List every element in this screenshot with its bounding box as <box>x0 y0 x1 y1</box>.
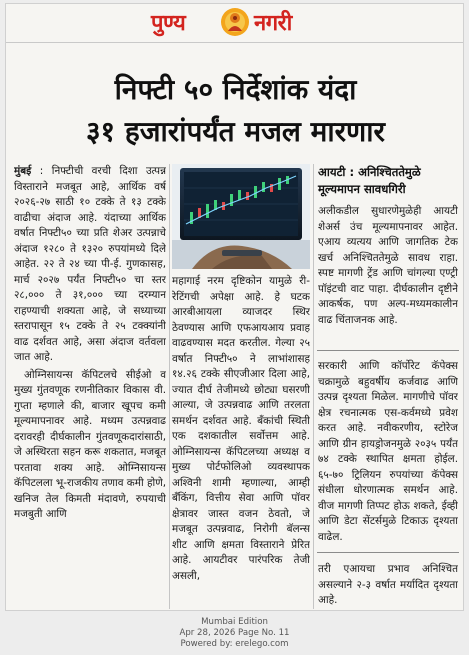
deity-logo-icon <box>220 7 250 37</box>
footer-edition: Mumbai Edition <box>201 617 268 627</box>
stock-chart-photo <box>172 164 310 269</box>
sidebar-paragraph-it <box>318 204 458 339</box>
footer-date-page: Apr 28, 2026 Page No. 11 <box>179 628 290 638</box>
masthead-divider <box>6 42 464 43</box>
masthead-right-word: नगरी <box>254 10 292 36</box>
sidebar-heading: आयटी : अनिश्चिततेमुळे मूल्यमापन सावधगिरी <box>318 165 421 196</box>
masthead-left-word: पुण्य <box>151 10 186 36</box>
column-divider <box>169 164 170 609</box>
trading-screen-image <box>172 164 310 269</box>
sidebar-text: सरकारी आणि कॉर्पोरेट कॅपेक्स चक्रामुळे बहुवर्षीय कर्जवाढ आणि उत्पन्न दृश्यता मिळेल. मागणीचे पॉवर क्षेत्र रचनात्मक एस-कर्वमध्ये प्रवेश करत आहे. नवीकरणीय, स्टोरेज आणि ग्रीन हायड्रोजनमुळे २०३५ पर्यंत ७४ टक्के स्थापित क्षमता होईल. ६५-७० ट्रिलियन रुपयांच्या कॅपेक्स संधीला धोरणात्मक समर्थन आहे. वीज मागणी तिप्पट होऊ शकते, ईव्ही आणि डेटा सेंटर्समुळे टिकाऊ दृश्यता वाढेल. <box>318 360 458 543</box>
masthead <box>6 4 464 40</box>
article-paragraph: महागाई नरम दृष्टिकोन यामुळे री-रेटिंगची अपेक्षा आहे. हे घटक आरबीआयला व्याजदर स्थिर ठेवण्यास आणि एफआयआय प्रवाह वाढवण्यास मदत करतील. गेल्या २५ वर्षात निफ्टी५० ने लाभांशासह १४.२६ टक्के सीएजीआर दिला आहे, ज्यात दीर्घ तेजीमध्ये छोट्या घसरणी आल्या, जे उत्पन्नवाढ आणि तरलता समर्थन दर्शवत आहे. बँकांची स्थिती एक दशकातील सर्वोत्तम आहे. ओम्निसायन्स कॅपिटलच्या अध्यक्ष व मुख्य पोर्टफोलिओ व्यवस्थापक अश्विनी शामी म्हणाल्या, आम्ही बँकिंग, वित्तीय सेवा आणि पॉवर क्षेत्रावर जास्त वजन ठेवतो, जे मजबूत उत्पन्नवाढ, निरोगी बॅलन्स शीट आणि क्षमता विस्ताराने प्रेरित आहे. आयटीवर पारंपरिक तेजी असली, <box>172 275 310 582</box>
sidebar-paragraph-ai <box>318 562 458 610</box>
newspaper-clipping <box>5 3 464 611</box>
sidebar-text: तरी एआयचा प्रभाव अनिश्चित असल्याने २-३ वर्षात मर्यादित दृश्यता आहे. <box>318 563 458 606</box>
article-paragraph <box>14 164 166 366</box>
article-paragraph: ओम्निसायन्स कॅपिटलचे सीईओ व मुख्य गुंतवणूक रणनीतिकार विकास वी. गुप्ता म्हणाले की, बाजार खूपच कमी मूल्यमापनावर आहे. मध्यम उत्पन्नवाढ दरावरही दीर्घकालीन गुंतवणूकदारांसाठी, जे अस्थिरता सहन करू शकतात, मजबूत परतावा शक्य आहे. ओम्निसायन्स कॅपिटलला भू-राजकीय तणाव कमी होणे, खनिज तेल किमती मंदावणे, रुपयाची मजबुती आणि <box>14 368 166 520</box>
article-text: : निफ्टीची वरची दिशा उत्पन्न विस्ताराने मजबूत आहे, आर्थिक वर्ष २०२६-२७ साठी १० टक्के ते १३ टक्के वाढीचा अंदाज आहे. यंदाच्या आर्थिक वर्षात निफ्टी५० च्या प्रति शेअर उत्पन्नाचे अंदाज १२८० ते १३२० रुपयांमध्ये दिले आहेत. २२ ते २४ च्या पी-ई. गुणकासह, मार्च २०२७ पर्यंत निफ्टी५० चा स्तर २८,००० ते ३१,००० च्या दरम्यान राहण्याची शक्यता आहे, जे सध्याच्या स्तरापासून १५ टक्के ते २५ टक्क्यांनी वाढ दर्शवत आहे, असा अंदाज वर्तवला जात आहे. <box>14 165 166 363</box>
headline-line-1: निफ्टी ५० निर्देशांक यंदा <box>114 73 357 106</box>
sidebar-paragraph-capex <box>318 359 458 544</box>
article-column-2 <box>172 274 310 609</box>
footer-powered-by[interactable]: Powered by: erelego.com <box>180 639 289 649</box>
dateline: मुंबई <box>14 165 32 177</box>
headline-line-2: ३१ हजारांपर्यंत मजल मारणार <box>86 115 385 148</box>
column-divider <box>313 164 314 609</box>
article-column-1 <box>14 164 166 609</box>
sidebar-text: अलीकडील सुधारणेमुळेही आयटी शेअर्स उंच मूल्यमापनावर आहेत. एआय व्यत्यय आणि जागतिक टेक खर्च अनिश्चिततेमुळे सावध राहा. स्पष्ट मागणी ट्रेंड आणि चांगल्या एण्ट्री पॉइंटची वाट पाहा. दीर्घकालीन दृष्टीने आकर्षक, पण अल्प-मध्यमकालीन वाढ चिंताजनक आहे. <box>318 205 458 326</box>
section-divider <box>317 350 459 351</box>
section-divider <box>317 552 459 553</box>
